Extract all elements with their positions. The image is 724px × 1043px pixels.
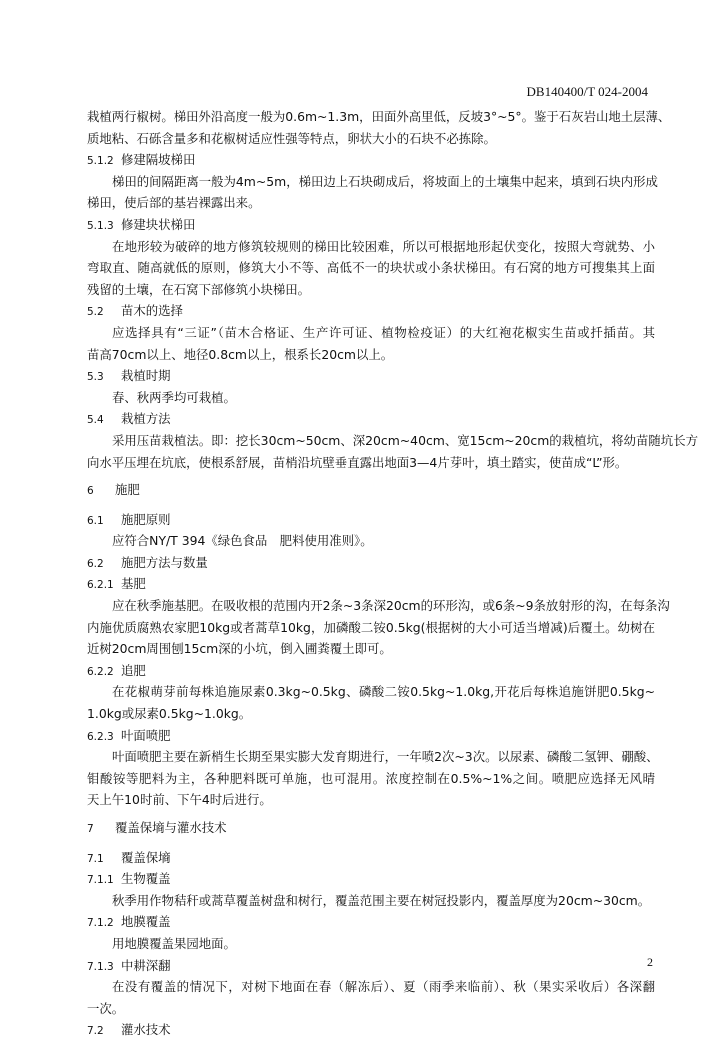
paragraph-line	[87, 192, 655, 214]
subsection-heading	[87, 1019, 655, 1041]
line-text: 向水平压埋在坑底，使根系舒展，苗梢沿坑壁垂直露出地面3—4片芽叶，填土踏实，使苗成“L”形。	[87, 454, 628, 470]
heading-number: 5.2	[87, 306, 104, 319]
line-text: 春、秋两季均可栽植。	[112, 389, 236, 405]
paragraph-line	[87, 890, 655, 912]
heading-title: 地膜覆盖	[121, 914, 171, 930]
line-text: 在花椒萌芽前每株追施尿素0.3kg~0.5kg、磷酸二铵0.5kg~1.0kg,开花后每株追施饼肥0.5kg~	[112, 684, 655, 700]
heading-title: 栽植时期	[121, 368, 171, 384]
heading-title: 叶面喷肥	[121, 727, 171, 743]
subsection-heading	[87, 868, 655, 890]
paragraph-line	[87, 617, 655, 639]
document-code: DB140400/T 024-2004	[526, 84, 648, 99]
paragraph-line	[87, 128, 655, 150]
subsection-heading	[87, 365, 655, 387]
line-text: 应在秋季施基肥。在吸收根的范围内开2条~3条深20cm的环形沟，或6条~9条放射形的沟，在每条沟	[112, 598, 670, 614]
line-text: 苗高70cm以上、地径0.8cm以上，根系长20cm以上。	[87, 346, 394, 362]
heading-number: 6.2.1	[87, 579, 114, 592]
subsection-heading	[87, 552, 655, 574]
heading-number: 7.1.2	[87, 917, 114, 930]
heading-number: 6	[87, 485, 94, 498]
paragraph-line	[87, 768, 655, 790]
heading-title: 追肥	[121, 662, 146, 678]
line-text: 采用压苗栽植法。即：挖长30cm~50cm、深20cm~40cm、宽15cm~20cm的栽植坑，将幼苗随坑长方	[112, 432, 698, 448]
paragraph-line	[87, 595, 670, 617]
paragraph-line	[87, 789, 655, 811]
paragraph-line	[87, 322, 655, 344]
paragraph-line	[87, 681, 655, 703]
page-number: 2	[647, 955, 653, 969]
subsection-heading	[87, 300, 655, 322]
paragraph-line	[87, 638, 655, 660]
heading-number: 5.4	[87, 414, 104, 427]
subsection-heading	[87, 408, 655, 430]
paragraph-line	[87, 279, 655, 301]
heading-title: 灌水技术	[121, 1022, 171, 1038]
heading-title: 修建隔坡梯田	[121, 152, 196, 168]
heading-number: 7	[87, 823, 94, 835]
heading-title: 栽植方法	[121, 411, 171, 427]
subsection-heading	[87, 725, 655, 747]
line-text: 近树20cm周围刨15cm深的小坑，倒入圃粪覆土即可。	[87, 641, 392, 657]
heading-number: 7.2	[87, 1025, 104, 1038]
line-text: 1.0kg或尿素0.5kg~1.0kg。	[87, 706, 252, 722]
heading-number: 6.2	[87, 557, 104, 570]
heading-number: 6.1	[87, 514, 104, 527]
heading-title: 覆盖保墒	[121, 849, 171, 865]
paragraph-line	[87, 430, 698, 452]
subsection-heading	[87, 509, 655, 531]
document-body	[87, 106, 698, 1041]
subsection-heading	[87, 573, 655, 595]
subsection-heading	[87, 847, 655, 869]
line-text: 在地形较为破碎的地方修筑较规则的梯田比较困难，所以可根据地形起伏变化，按照大弯就势、小	[112, 238, 655, 254]
paragraph-line	[87, 998, 655, 1020]
subsection-heading	[87, 955, 655, 977]
line-text: 内施优质腐熟农家肥10kg或者蒿草10kg，加磷酸二铵0.5kg(根据树的大小可适当增减)后覆土。幼树在	[87, 619, 655, 635]
paragraph-line	[87, 344, 655, 366]
section-heading	[87, 817, 655, 839]
paragraph-line	[87, 257, 655, 279]
heading-number: 6.2.3	[87, 730, 114, 743]
subsection-heading	[87, 214, 655, 236]
heading-number: 5.3	[87, 371, 104, 384]
heading-title: 覆盖保墒与灌水技术	[115, 820, 227, 835]
heading-title: 生物覆盖	[121, 871, 171, 887]
line-text: 应符合NY/T 394《绿色食品 肥料使用准则》。	[112, 533, 373, 549]
subsection-heading	[87, 149, 655, 171]
heading-title: 苗木的选择	[121, 303, 183, 319]
heading-title: 施肥	[115, 482, 140, 498]
paragraph-line	[87, 703, 655, 725]
line-text: 一次。	[87, 1000, 125, 1016]
paragraph-line	[87, 106, 671, 128]
paragraph-line	[87, 236, 655, 258]
line-text: 钼酸铵等肥料为主，各种肥料既可单施，也可混用。浓度控制在0.5%~1%之间。喷肥应选择无风晴	[87, 770, 655, 786]
line-text: 质地粘、石砾含量多和花椒树适应性强等特点，卵状大小的石块不必拣除。	[87, 130, 496, 146]
paragraph-line	[87, 933, 655, 955]
line-text: 栽植两行椒树。梯田外沿高度一般为0.6m~1.3m，田面外高里低，反坡3°~5°。鉴于石灰岩山地土层薄、	[87, 109, 671, 124]
line-text: 梯田的间隔距离一般为4m~5m，梯田边上石块砌成后，将坡面上的土壤集中起来，填到石块内形成	[112, 173, 658, 189]
heading-number: 7.1	[87, 852, 104, 865]
line-text: 弯取直、随高就低的原则，修筑大小不等、高低不一的块状或小条状梯田。有石窝的地方可搜集其上面	[87, 260, 655, 276]
heading-title: 施肥方法与数量	[121, 554, 208, 570]
section-heading	[87, 479, 655, 501]
heading-number: 6.2.2	[87, 665, 114, 678]
paragraph-line	[87, 976, 655, 998]
heading-number: 5.1.3	[87, 219, 114, 232]
subsection-heading	[87, 911, 655, 933]
heading-number: 7.1.3	[87, 960, 114, 973]
paragraph-line	[87, 171, 658, 193]
paragraph-line	[87, 530, 655, 552]
paragraph-line	[87, 746, 659, 768]
heading-title: 中耕深翻	[121, 957, 171, 973]
heading-title: 修建块状梯田	[121, 216, 196, 232]
paragraph-line	[87, 452, 655, 474]
line-text: 在没有覆盖的情况下，对树下地面在春（解冻后）、夏（雨季来临前）、秋（果实采收后）各深翻	[112, 979, 655, 995]
line-text: 叶面喷肥主要在新梢生长期至果实膨大发育期进行，一年喷2次~3次。以尿素、磷酸二氢钾、硼酸、	[112, 749, 659, 765]
heading-number: 5.1.2	[87, 155, 114, 168]
line-text: 秋季用作物秸秆或蒿草覆盖树盘和树行，覆盖范围主要在树冠投影内，覆盖厚度为20cm~30cm。	[112, 892, 651, 908]
line-text: 应选择具有“三证”（苗木合格证、生产许可证、植物检疫证）的大红袍花椒实生苗或扦插苗。其	[112, 324, 655, 340]
heading-title: 施肥原则	[121, 511, 171, 527]
subsection-heading	[87, 660, 655, 682]
line-text: 天上午10时前、下午4时后进行。	[87, 792, 272, 808]
heading-title: 基肥	[121, 576, 146, 592]
line-text: 残留的土壤，在石窝下部修筑小块梯田。	[87, 281, 311, 297]
heading-number: 7.1.1	[87, 874, 114, 887]
line-text: 梯田，使后部的基岩裸露出来。	[87, 195, 261, 211]
paragraph-line	[87, 387, 655, 409]
line-text: 用地膜覆盖果园地面。	[112, 935, 236, 951]
